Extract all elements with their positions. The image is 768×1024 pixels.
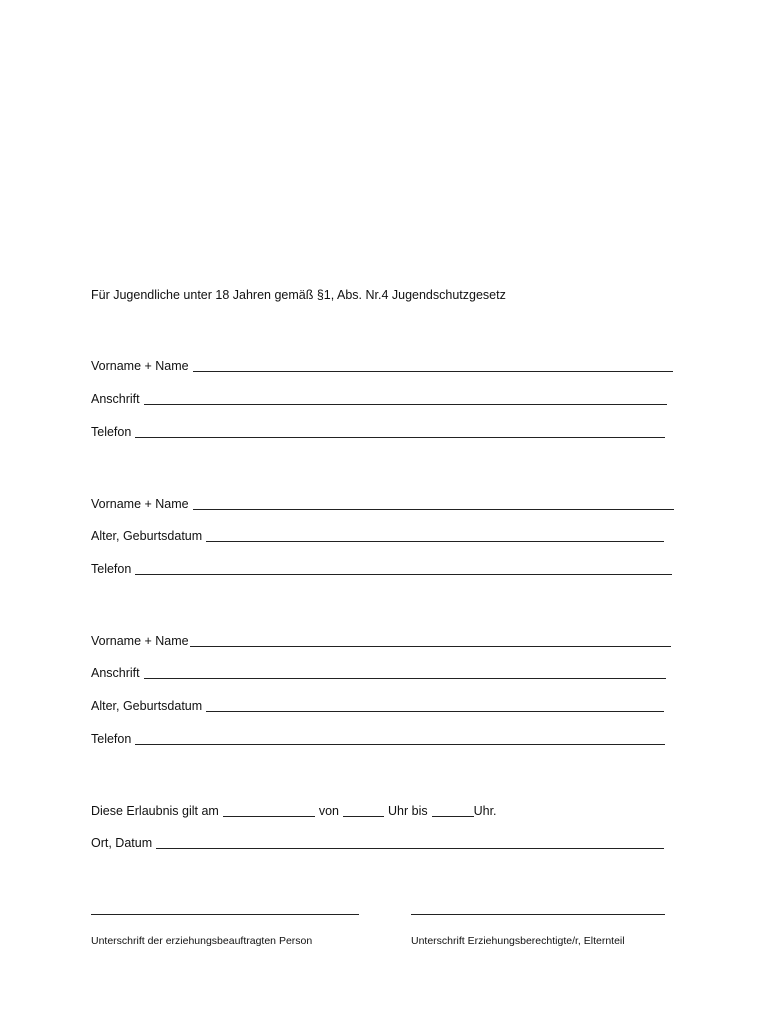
age-label: Alter, Geburtsdatum bbox=[91, 529, 203, 543]
section1-name-row bbox=[91, 358, 673, 374]
place-date-field[interactable] bbox=[156, 836, 664, 849]
left-signature-line[interactable] bbox=[91, 914, 359, 915]
section3-age-row bbox=[91, 698, 664, 714]
name-label: Vorname + Name bbox=[91, 634, 189, 648]
right-signature-caption: Unterschrift Erziehungsberechtigte/r, Elternteil bbox=[411, 935, 625, 947]
phone-label: Telefon bbox=[91, 732, 132, 746]
phone-field[interactable] bbox=[135, 425, 665, 438]
section1-address-row bbox=[91, 391, 667, 407]
name-label: Vorname + Name bbox=[91, 359, 189, 373]
place-date-row bbox=[91, 835, 664, 851]
name-field[interactable] bbox=[190, 634, 671, 647]
section2-age-row bbox=[91, 528, 664, 544]
section1-phone-row bbox=[91, 424, 665, 440]
section2-phone-row bbox=[91, 561, 672, 577]
age-field[interactable] bbox=[206, 529, 664, 542]
name-label: Vorname + Name bbox=[91, 497, 189, 511]
place-date-label: Ort, Datum bbox=[91, 836, 153, 850]
address-field[interactable] bbox=[144, 666, 666, 679]
start-time-field[interactable] bbox=[343, 804, 384, 817]
permission-prefix: Diese Erlaubnis gilt am bbox=[91, 804, 219, 818]
address-label: Anschrift bbox=[91, 392, 140, 406]
address-label: Anschrift bbox=[91, 666, 140, 680]
end-time-field[interactable] bbox=[432, 804, 474, 817]
intro-text bbox=[91, 287, 506, 303]
address-field[interactable] bbox=[144, 392, 667, 405]
until-label: Uhr bis bbox=[388, 804, 428, 818]
phone-field[interactable] bbox=[135, 732, 665, 745]
phone-label: Telefon bbox=[91, 425, 132, 439]
intro-label: Für Jugendliche unter 18 Jahren gemäß §1, Abs. Nr.4 Jugendschutzgesetz bbox=[91, 288, 506, 302]
phone-field[interactable] bbox=[135, 562, 672, 575]
name-field[interactable] bbox=[193, 359, 673, 372]
suffix-label: Uhr. bbox=[473, 804, 497, 818]
date-field[interactable] bbox=[223, 804, 315, 817]
phone-label: Telefon bbox=[91, 562, 132, 576]
section3-phone-row bbox=[91, 731, 665, 747]
from-label: von bbox=[318, 804, 339, 818]
age-label: Alter, Geburtsdatum bbox=[91, 699, 203, 713]
permission-row bbox=[91, 803, 497, 819]
section3-address-row bbox=[91, 665, 666, 681]
name-field[interactable] bbox=[193, 497, 674, 510]
section3-name-row bbox=[91, 633, 671, 649]
right-signature-line[interactable] bbox=[411, 914, 665, 915]
left-signature-caption: Unterschrift der erziehungsbeauftragten Person bbox=[91, 935, 313, 947]
section2-name-row bbox=[91, 496, 674, 512]
age-field[interactable] bbox=[206, 699, 664, 712]
